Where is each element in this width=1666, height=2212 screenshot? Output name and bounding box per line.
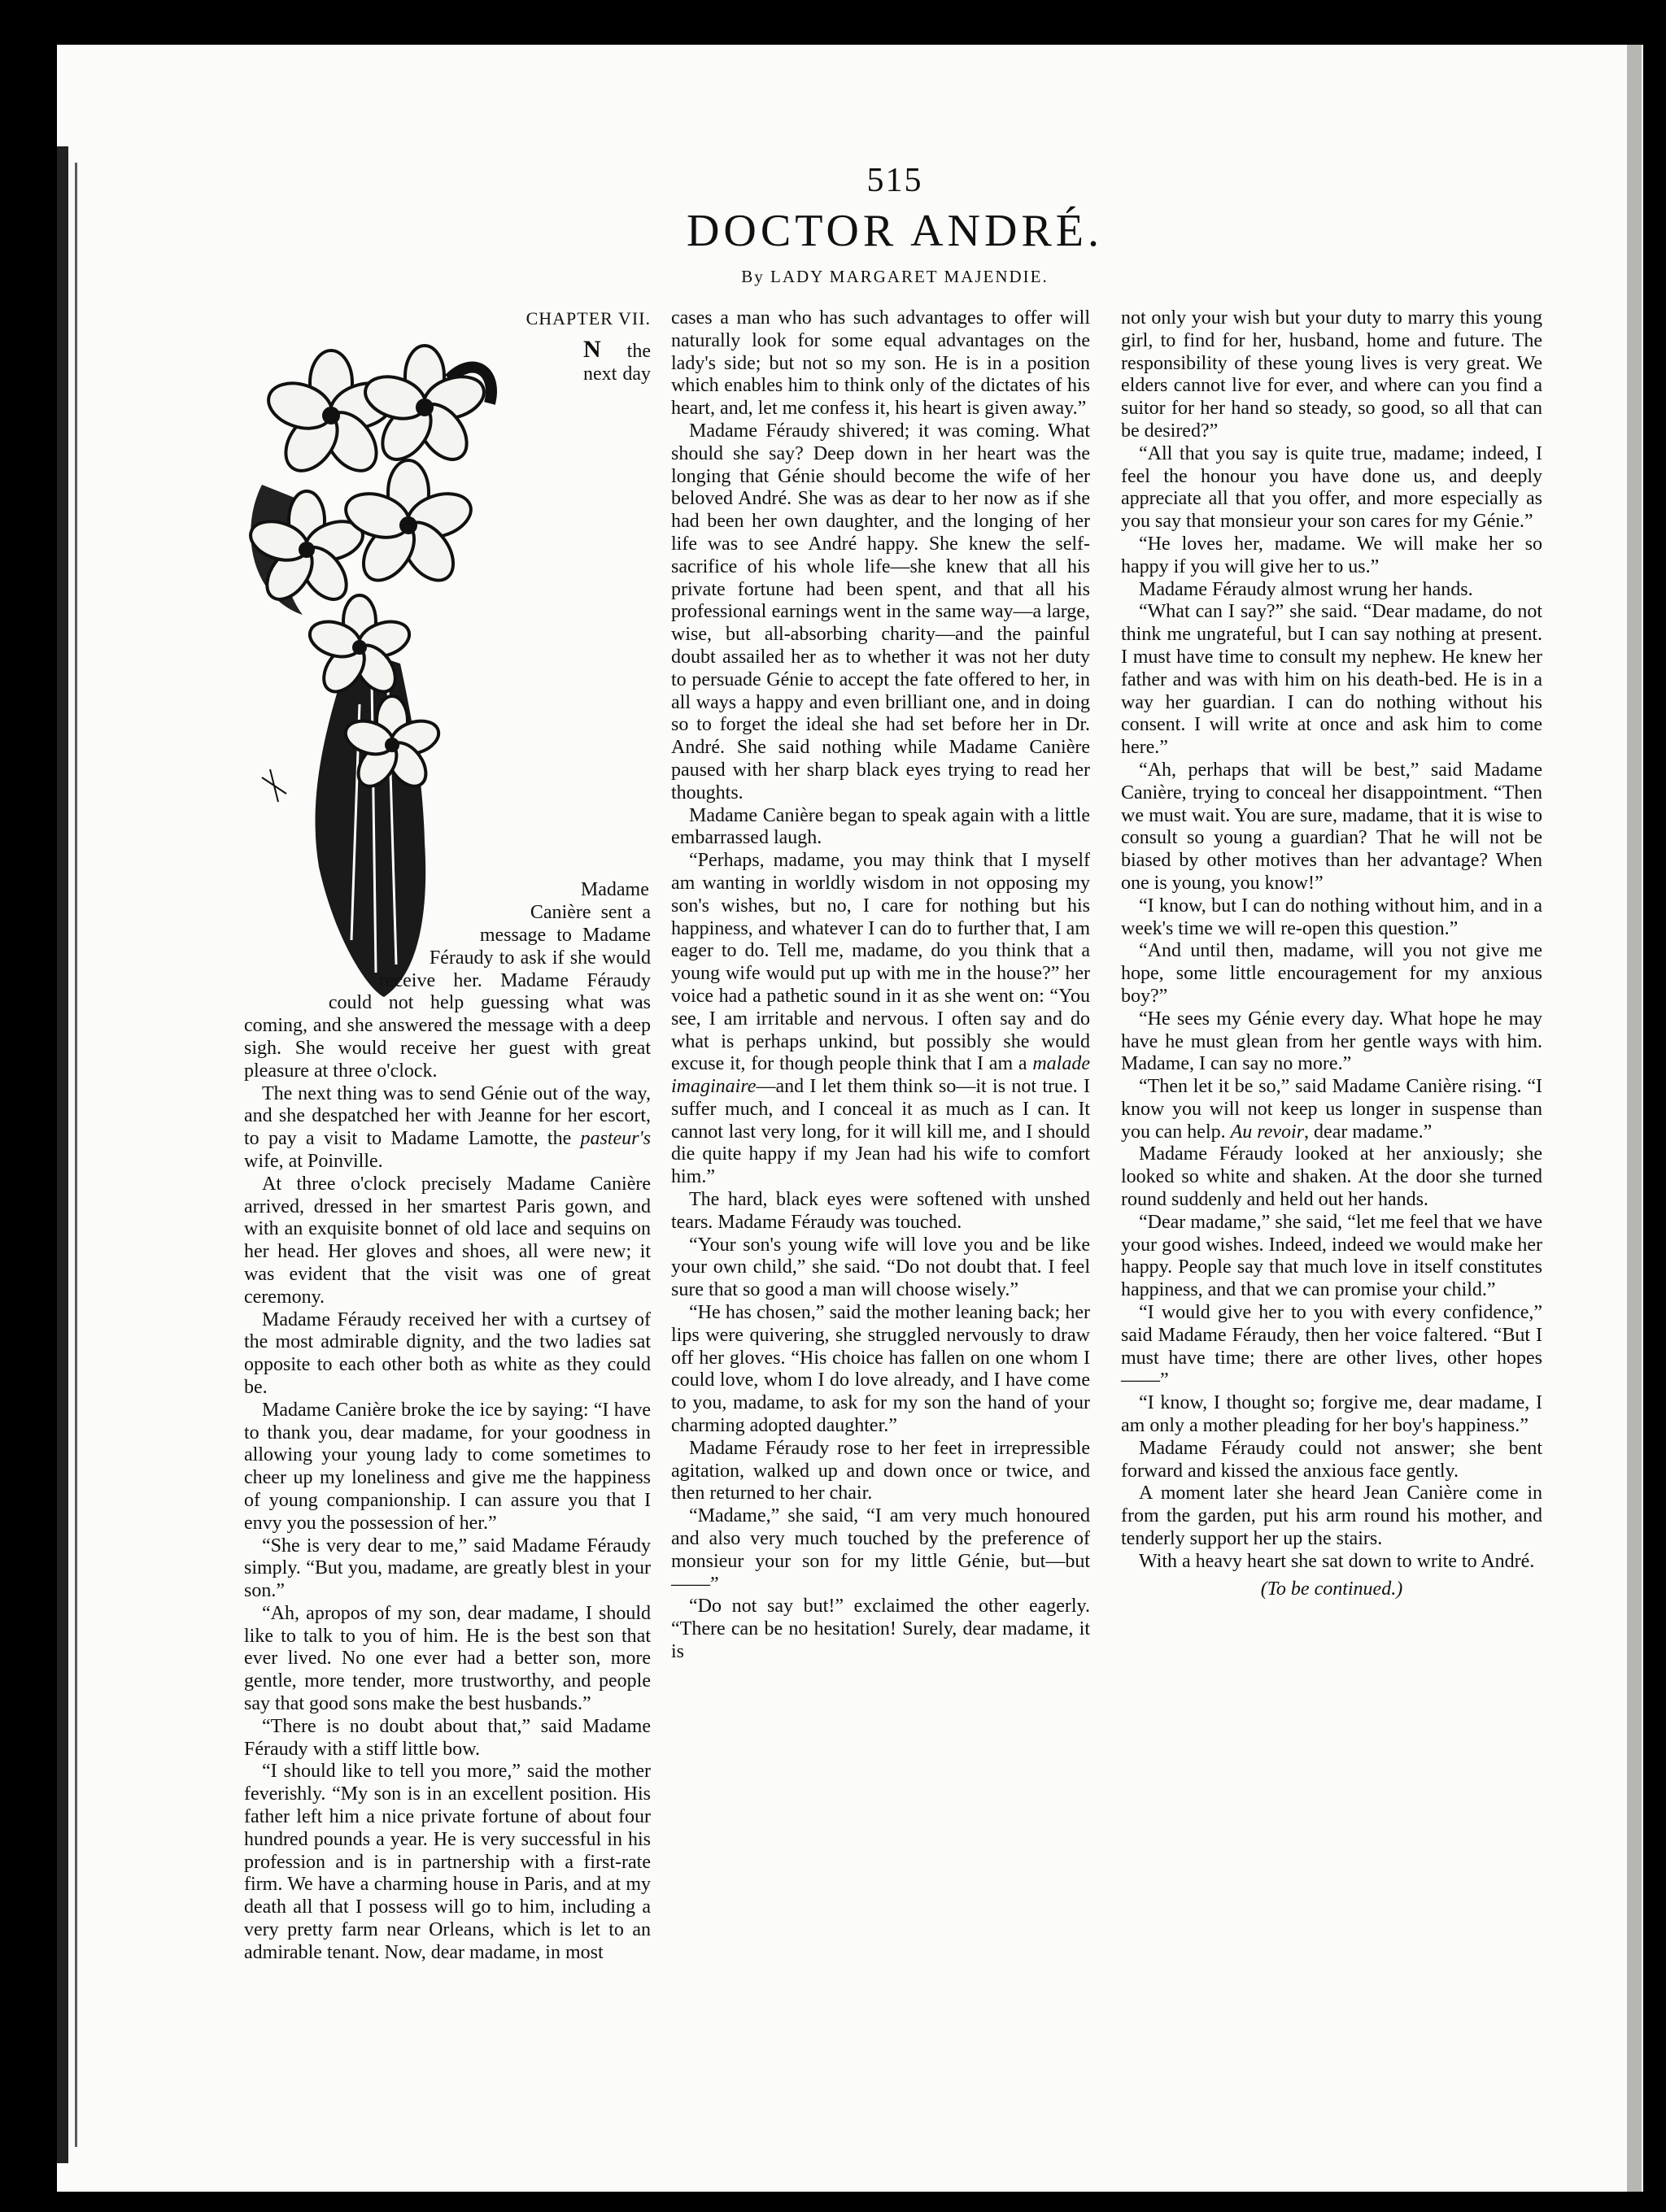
- paragraph: [1121, 1076, 1542, 1143]
- paragraph: “And until then, madame, will you not give me hope, some little encouragement for my anxious boy?”: [1121, 940, 1542, 1007]
- page-edge: [1627, 45, 1642, 2192]
- paragraph: Madame Féraudy shivered; it was coming. What should she say? Deep down in her heart was the longing that Génie should become the wife of her beloved André. She was as dear to her now as if she had been her own daughter, and the longing of her life was to see André happy. She knew the self-sacrifice of his whole life—she knew that all his private fortune had been spent, and that all his professional earnings went in the same way—a large, wise, but all-absorbing charity—and the painful doubt assailed her as to whether it was not her duty to persuade Génie to accept the fate offered to her, in all ways a happy and even brilliant one, and in doing so to forget the ideal she had set before her in Dr. André. She said nothing while Madame Canière paused with her sharp black eyes trying to read her thoughts.: [671, 420, 1090, 803]
- paragraph-text: —and I let them think so—it is not true. I suffer much, and I conceal it as much as I can. It cannot last very long, for it will kill me, and I should die quite happy if my Jean had his wife to comfort him.”: [671, 1076, 1090, 1188]
- paragraph: “He loves her, madame. We will make her so happy if you will give her to us.”: [1121, 533, 1542, 577]
- paragraph: “What can I say?” she said. “Dear madame, do not think me ungrateful, but I can say nothing at present. I must have time to consult my nephew. He knew her father and was with him on his death-bed. He is in a way her guardian. I can do nothing without his consent. I will write at once and ask him to come here.”: [1121, 601, 1542, 759]
- paragraph-text: , dear madame.”: [1304, 1121, 1433, 1143]
- paragraph-text: the next day Madame Canière sent a message to Madame Féraudy to ask if she would receive her. Madame Féraudy could not help guessing what was coming, and she answered the message with a deep sigh. She would receive her guest with great pleasure at three o'clock.: [244, 340, 651, 1082]
- paragraph: “Dear madame,” she said, “let me feel that we have your good wishes. Indeed, indeed we would make her happy. People say that much love in itself constitutes happiness, and that we can promise your child.”: [1121, 1211, 1542, 1301]
- drop-cap: N: [583, 335, 601, 363]
- italic-text: malade imaginaire: [671, 1053, 1090, 1098]
- paragraph-text: “Perhaps, madame, you may think that I myself am wanting in worldly wisdom in not opposing my son's wishes, but no, I care for nothing but his happiness, and whatever I can do to further that, I am eager to do. Tell me, madame, do you think that a young wife would put up with me in the house?” her voice had a pathetic sound in it as she went on: “You see, I am irritable and nervous. I often say and do what is perhaps unkind, but possibly she would excuse it, for though people think that I am a: [671, 850, 1090, 1075]
- italic-text: Au revoir: [1230, 1121, 1305, 1143]
- paragraph: “I should like to tell you more,” said the mother feverishly. “My son is in an excellent position. His father left him a nice private fortune of about four hundred pounds a year. He is very successful in his profession and is in partnership with a first-rate firm. We have a charming house in Paris, and at my death all that I possess will go to him, including a very pretty farm near Orleans, which is let to an admirable tenant. Now, dear madame, in most: [244, 1761, 651, 1963]
- text-column-2: [671, 307, 1090, 1664]
- paragraph: [244, 1083, 651, 1173]
- paragraph: “There is no doubt about that,” said Madame Féraudy with a stiff little bow.: [244, 1715, 651, 1760]
- paragraph: “He sees my Génie every day. What hope he may have he must glean from her gentle ways with him. Madame, I can say no more.”: [1121, 1008, 1542, 1075]
- paragraph: “All that you say is quite true, madame; indeed, I feel the honour you have done us, and deeply appreciate all that you offer, and more especially as you say that monsieur your son cares for my Génie.”: [1121, 442, 1542, 533]
- paragraph: The hard, black eyes were softened with unshed tears. Madame Féraudy was touched.: [671, 1189, 1090, 1233]
- text-column-1: [244, 307, 651, 1965]
- paragraph: With a heavy heart she sat down to write to André.: [1139, 1550, 1535, 1572]
- paragraph: “Do not say but!” exclaimed the other eagerly. “There can be no hesitation! Surely, dear madame, it is: [671, 1596, 1090, 1663]
- flower-bouquet-illustration: [229, 338, 575, 997]
- paragraph: Madame Féraudy almost wrung her hands.: [1139, 578, 1473, 600]
- paragraph: “I know, I thought so; forgive me, dear madame, I am only a mother pleading for her boy's happiness.”: [1121, 1392, 1542, 1437]
- paragraph: At three o'clock precisely Madame Canière arrived, dressed in her smartest Paris gown, and with an exquisite bonnet of old lace and sequins on her head. Her gloves and shoes, all were new; it was evident that the visit was one of great ceremony.: [244, 1173, 651, 1308]
- text-column-3: [1121, 307, 1542, 1600]
- paragraph: not only your wish but your duty to marry this young girl, to find for her, husband, home and future. The responsibility of these young lives is very great. We elders cannot live for ever, and where can you find a suitor for her hand so steady, so good, so all that can be desired?”: [1121, 307, 1542, 442]
- paragraph: “She is very dear to me,” said Madame Féraudy simply. “But you, madame, are greatly blest in your son.”: [244, 1535, 651, 1602]
- paragraph: A moment later she heard Jean Canière come in from the garden, put his arm round his mother, and tenderly support her up the stairs.: [1121, 1483, 1542, 1550]
- paragraph: [671, 850, 1090, 1189]
- paragraph: Madame Féraudy received her with a curtsey of the most admirable dignity, and the two ladies sat opposite to each other both as white as they could be.: [244, 1308, 651, 1398]
- paragraph: “Ah, perhaps that will be best,” said Madame Canière, trying to conceal her disappointment. “Then we must wait. You are sure, madame, that it is wise to consult so young a guardian? That he will not be biased by other motives than her advantage? When one is young, you know!”: [1121, 759, 1542, 894]
- binding-edge: [57, 146, 68, 2163]
- chapter-heading: CHAPTER VII.: [526, 308, 651, 329]
- continued-text: (To be continued.): [1260, 1578, 1403, 1600]
- paragraph-text: “Then let it be so,” said Madame Canière rising. “I know you will not keep us longer in suspense than you can help.: [1121, 1076, 1542, 1143]
- paragraph: Madame Canière broke the ice by saying: “I have to thank you, dear madame, for your goodness in allowing your young lady to come sometimes to cheer up my loneliness and give me the happiness of young companionship. I can assure you that I envy you the possession of her.”: [244, 1399, 651, 1534]
- paragraph: “He has chosen,” said the mother leaning back; her lips were quivering, she struggled nervously to draw off her gloves. “His choice has fallen on one whom I could love, whom I do love already, and I have come to you, madame, to ask for my son the hand of your charming adopted daughter.”: [671, 1302, 1090, 1437]
- paragraph: cases a man who has such advantages to offer will naturally look for some equal advantages on the lady's side; but not so my son. He is in a position which enables him to think only of the dictates of his heart, and, let me confess it, his heart is given away.”: [671, 307, 1090, 420]
- paragraph: “Your son's young wife will love you and be like your own child,” she said. “Do not doubt that. I feel sure that so good a man will choose wisely.”: [671, 1234, 1090, 1301]
- paragraph: “I would give her to you with every confidence,” said Madame Féraudy, then her voice faltered. “But I must have time; there are other lives, other hopes——”: [1121, 1302, 1542, 1391]
- italic-text: pasteur's: [580, 1128, 651, 1150]
- byline: By LADY MARGARET MAJENDIE.: [741, 267, 1049, 286]
- paragraph: Madame Féraudy could not answer; she bent forward and kissed the anxious face gently.: [1121, 1437, 1542, 1482]
- paragraph-text: wife, at Poinville.: [244, 1150, 383, 1172]
- paragraph: “I know, but I can do nothing without him, and in a week's time we will re-open this question.”: [1121, 895, 1542, 939]
- paragraph: Madame Canière began to speak again with a little embarrassed laugh.: [671, 804, 1090, 849]
- paragraph: Madame Féraudy rose to her feet in irrepressible agitation, walked up and down once or twice, and then returned to her chair.: [671, 1437, 1090, 1504]
- paragraph: “Madame,” she said, “I am very much honoured and also very much touched by the preference of monsieur your son for my little Génie, but—but——”: [671, 1505, 1090, 1595]
- to-be-continued: [1121, 1578, 1542, 1601]
- binding-line: [75, 163, 77, 2147]
- paragraph: “Ah, apropos of my son, dear madame, I should like to talk to you of him. He is the best son that ever lived. No one ever had a better son, more gentle, more tender, more trustworthy, and people say that good sons make the best husbands.”: [244, 1602, 651, 1715]
- paragraph: Madame Féraudy looked at her anxiously; she looked so white and shaken. At the door she turned round suddenly and held out her hands.: [1121, 1143, 1542, 1211]
- article-title: DOCTOR ANDRÉ.: [686, 206, 1103, 256]
- paragraph-text: The next thing was to send Génie out of the way, and she despatched her with Jeanne for her escort, to pay a visit to Madame Lamotte, the: [244, 1082, 651, 1150]
- page-number: 515: [866, 162, 923, 199]
